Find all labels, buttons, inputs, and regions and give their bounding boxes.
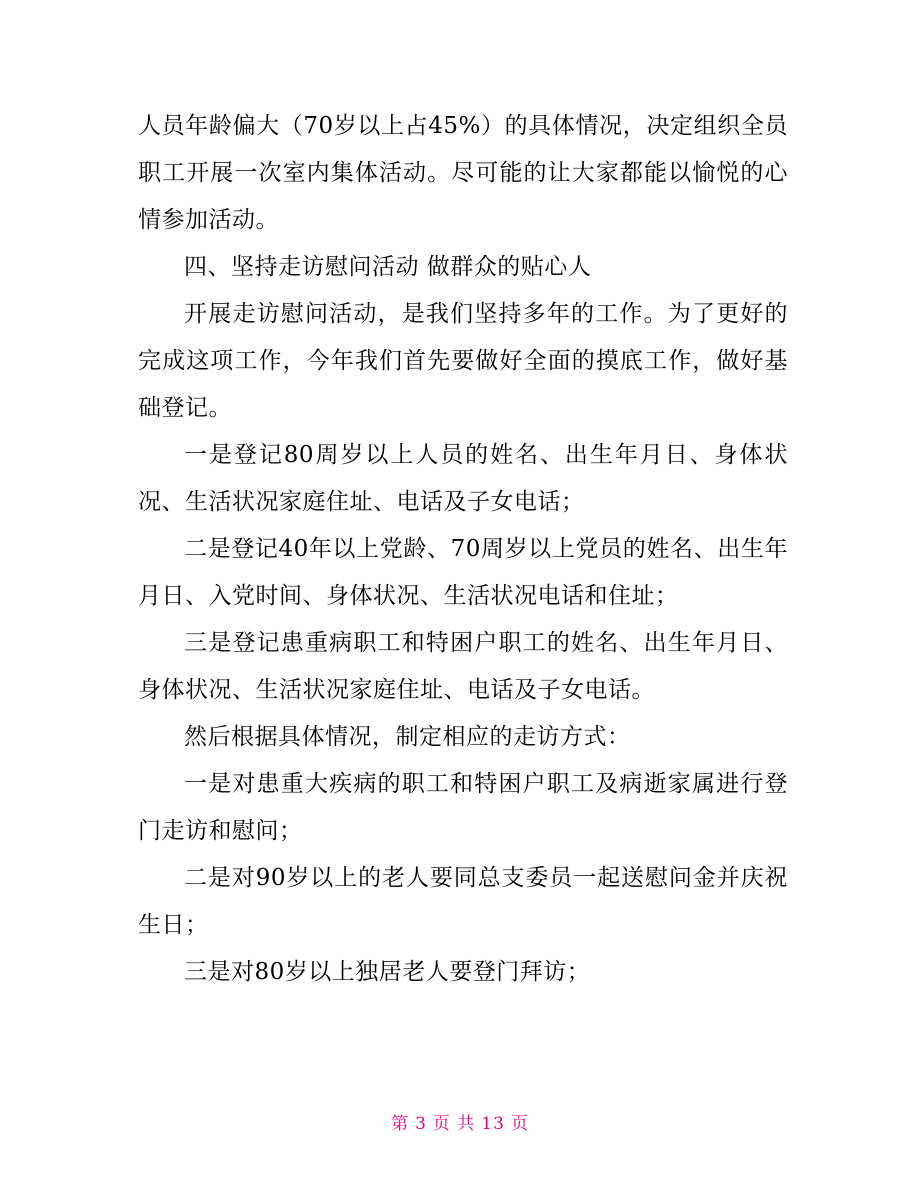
paragraph-7: 然后根据具体情况，制定相应的走访方式： xyxy=(184,724,631,750)
page-footer xyxy=(0,1112,920,1136)
current-page-number: 3 xyxy=(415,1114,427,1134)
paragraph-4: 一是登记80周岁以上人员的姓名、出生年月日、身体状况、生活状况家庭住址、电话及子女电话； xyxy=(138,442,788,515)
paragraph-6: 三是登记患重病职工和特困户职工的姓名、出生年月日、身体状况、生活状况家庭住址、电话及子女电话。 xyxy=(138,630,788,703)
paragraph-10: 三是对80岁以上独居老人要登门拜访； xyxy=(184,959,591,985)
page-label-prefix: 第 xyxy=(391,1114,410,1134)
total-pages-number: 13 xyxy=(481,1114,505,1134)
page-label-suffix: 页 xyxy=(510,1114,529,1134)
document-body xyxy=(138,103,788,996)
paragraph-5: 二是登记40年以上党龄、70周岁以上党员的姓名、出生年月日、入党时间、身体状况、生活状况电话和住址； xyxy=(138,536,788,609)
paragraph-3: 开展走访慰问活动，是我们坚持多年的工作。为了更好的完成这项工作，今年我们首先要做好全面的摸底工作，做好基础登记。 xyxy=(138,301,788,421)
section-heading: 四、坚持走访慰问活动 做群众的贴心人 xyxy=(184,254,592,280)
page-label-mid: 页 共 xyxy=(432,1114,476,1134)
paragraph-8: 一是对患重大疾病的职工和特困户职工及病逝家属进行登门走访和慰问； xyxy=(138,771,788,844)
paragraph-1: 人员年龄偏大（70岁以上占45%）的具体情况，决定组织全员职工开展一次室内集体活动。尽可能的让大家都能以愉悦的心情参加活动。 xyxy=(138,113,788,233)
paragraph-9: 二是对90岁以上的老人要同总支委员一起送慰问金并庆祝生日； xyxy=(138,865,788,938)
